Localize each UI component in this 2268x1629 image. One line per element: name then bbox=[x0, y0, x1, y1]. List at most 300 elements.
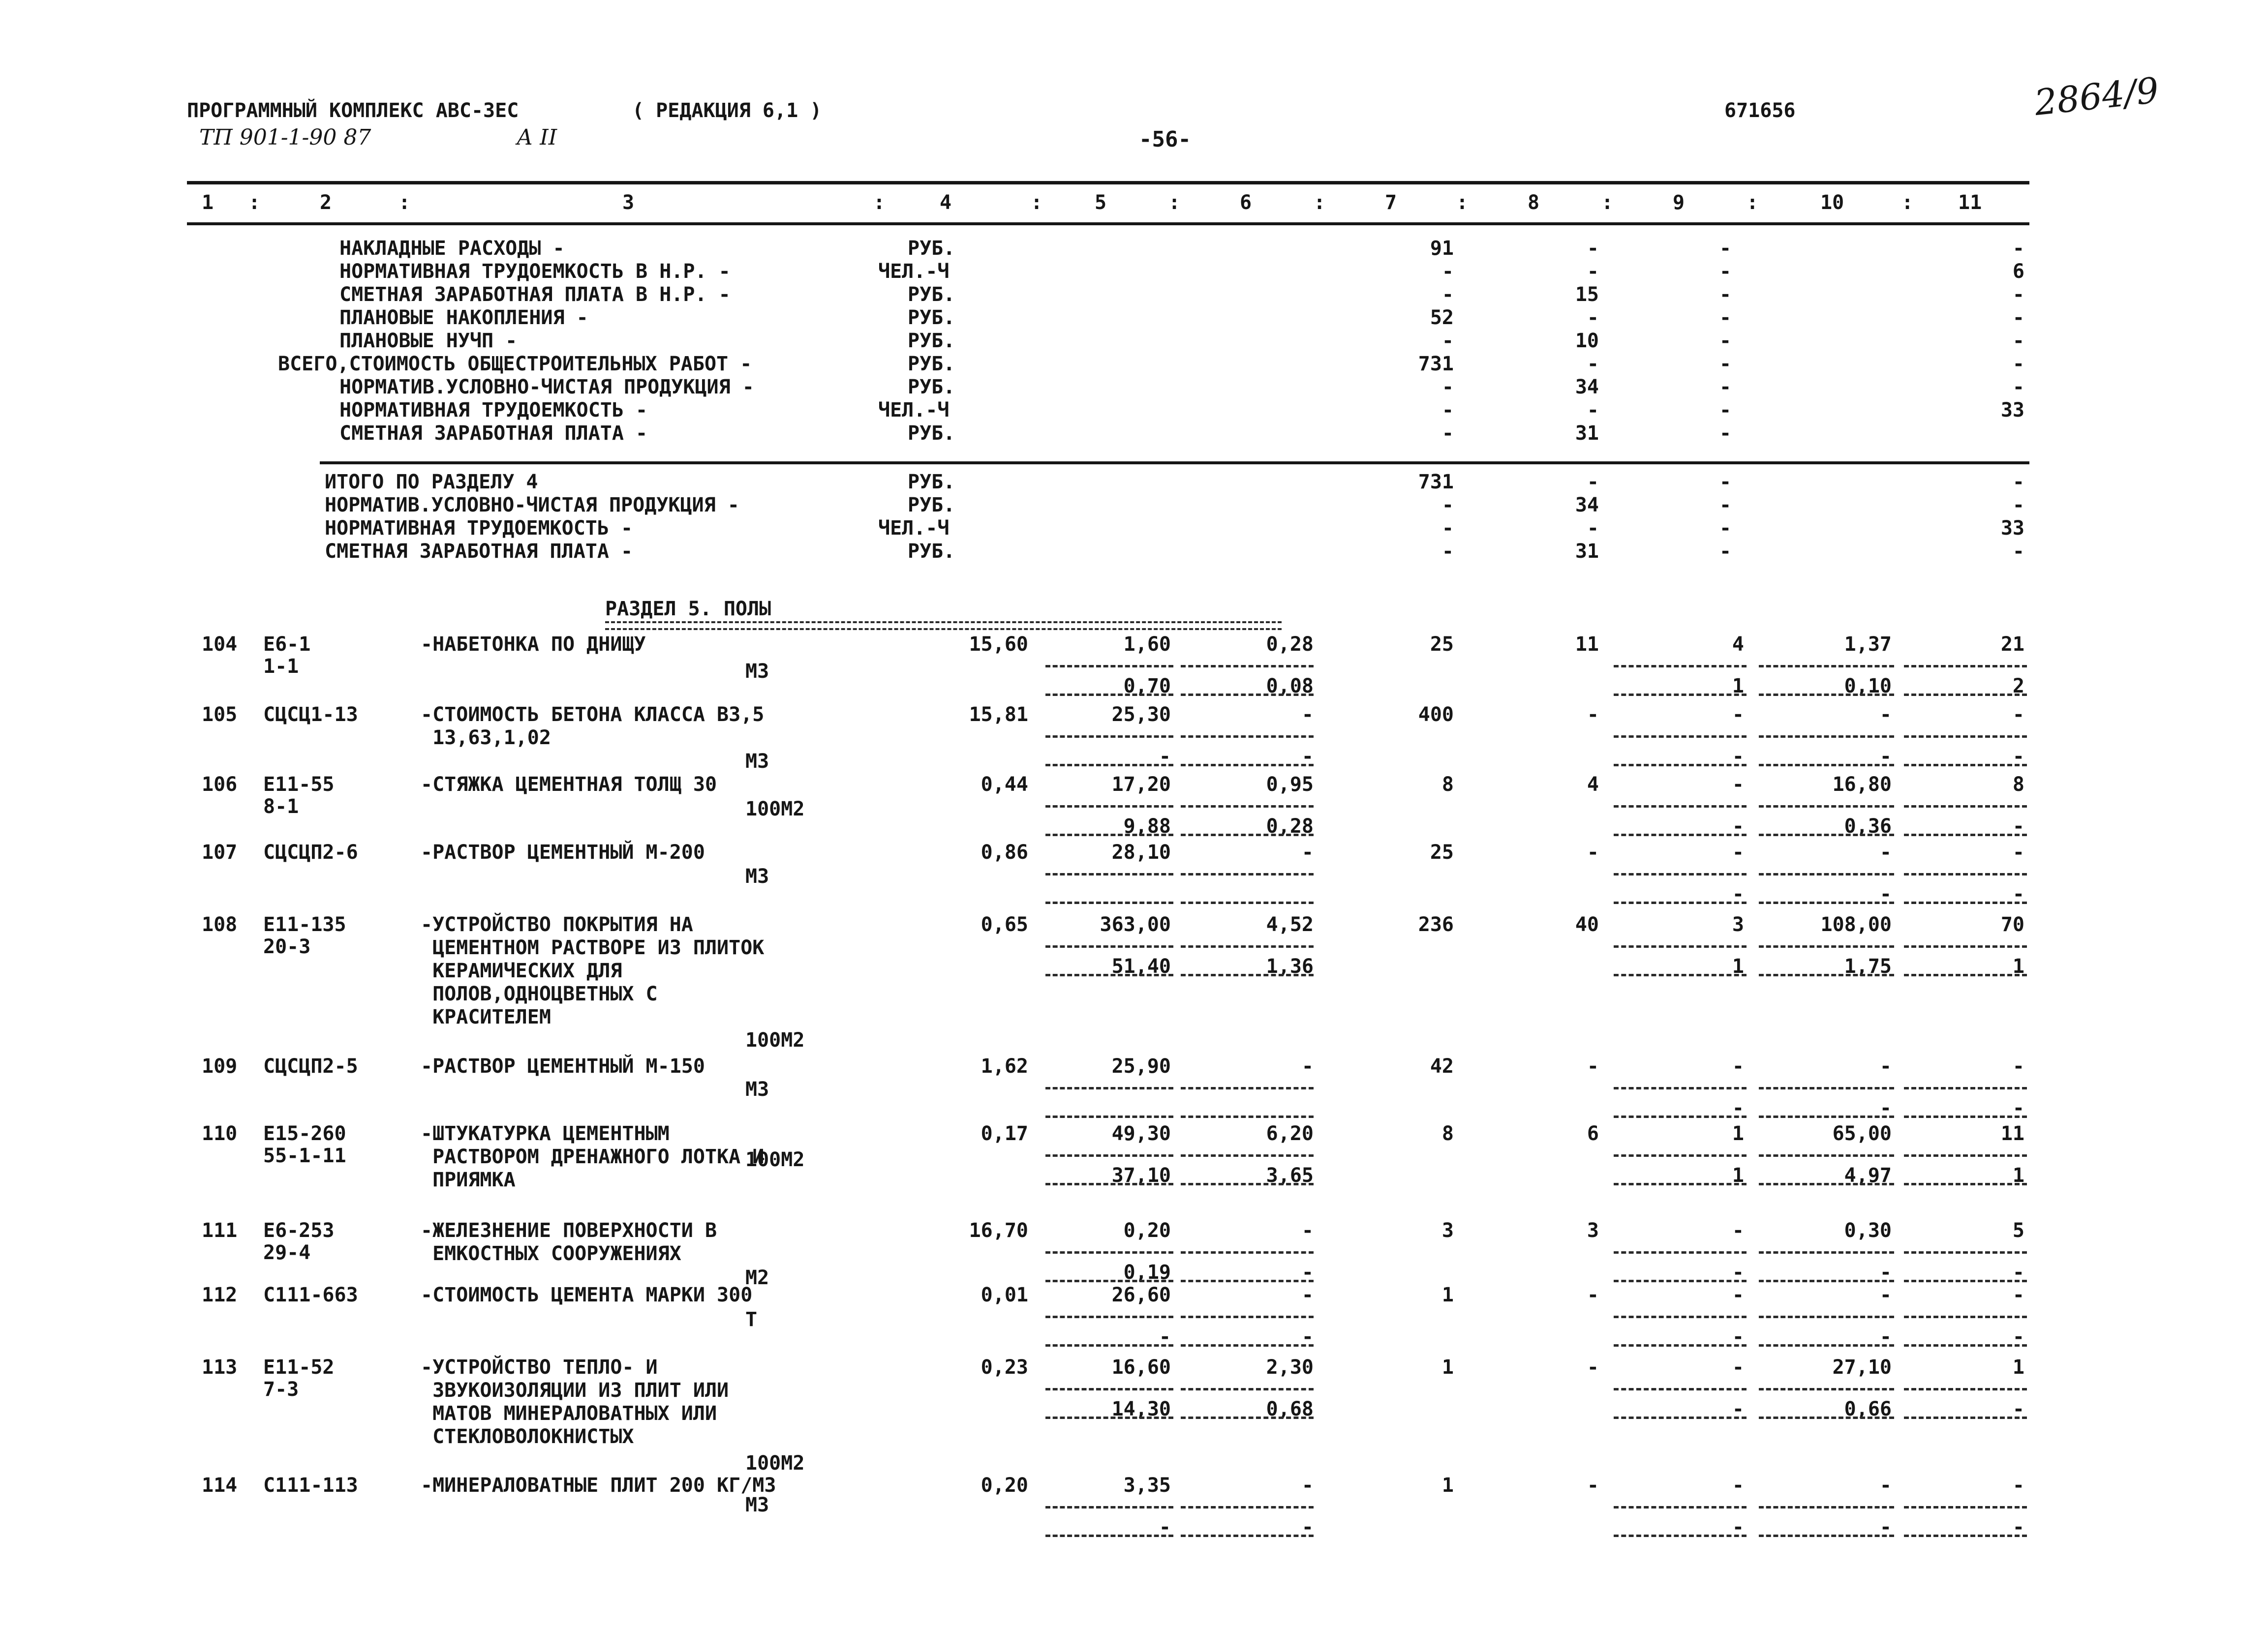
summary-col8: 31 bbox=[1575, 422, 1599, 445]
summary-unit: ЧЕЛ.-Ч bbox=[878, 260, 950, 283]
divider bbox=[1181, 805, 1314, 808]
divider bbox=[1045, 764, 1173, 766]
divider bbox=[1614, 974, 1747, 976]
item-col9-sub: - bbox=[1732, 1326, 1744, 1348]
item-description: РАСТВОРОМ ДРЕНАЖНОГО ЛОТКА И bbox=[421, 1146, 765, 1168]
divider bbox=[1614, 902, 1747, 904]
column-header-10: 10 bbox=[1820, 191, 1844, 214]
divider bbox=[1759, 902, 1894, 904]
item-col8: - bbox=[1587, 1284, 1599, 1306]
item-description: -УСТРОЙСТВО ТЕПЛО- И bbox=[421, 1356, 658, 1379]
item-col10-sub: 1,75 bbox=[1844, 955, 1892, 978]
item-description: КЕРАМИЧЕСКИХ ДЛЯ bbox=[421, 960, 622, 982]
item-unit: М3 bbox=[745, 1494, 769, 1516]
divider bbox=[1904, 834, 2027, 836]
summary-label: СМЕТНАЯ ЗАРАБОТНАЯ ПЛАТА - bbox=[339, 422, 648, 445]
summary-col9: - bbox=[1719, 376, 1732, 398]
total-col7: 731 bbox=[1418, 471, 1454, 493]
item-description: ПРИЯМКА bbox=[421, 1169, 516, 1191]
divider bbox=[1904, 1344, 2027, 1347]
divider bbox=[1759, 873, 1894, 875]
divider bbox=[1181, 902, 1314, 904]
item-quantity: 1,62 bbox=[981, 1055, 1028, 1078]
column-separator: : bbox=[398, 191, 411, 214]
item-col5: 49,30 bbox=[1111, 1122, 1171, 1145]
item-code: Е6-253 bbox=[263, 1219, 335, 1242]
item-unit: Т bbox=[745, 1308, 758, 1331]
divider bbox=[1904, 1388, 2027, 1390]
item-number: 106 bbox=[202, 773, 238, 796]
divider bbox=[1759, 1251, 1894, 1254]
item-col8: - bbox=[1587, 1474, 1599, 1497]
item-col6-sub: 1,36 bbox=[1266, 955, 1314, 978]
item-description: -СТОИМОСТЬ ЦЕМЕНТА МАРКИ 300 bbox=[421, 1284, 753, 1306]
item-description: -ЖЕЛЕЗНЕНИЕ ПОВЕРХНОСТИ В bbox=[421, 1219, 717, 1242]
divider bbox=[1759, 1116, 1894, 1118]
item-col5: 26,60 bbox=[1111, 1284, 1171, 1306]
divider bbox=[1181, 834, 1314, 836]
item-col11-sub: 1 bbox=[2012, 955, 2024, 978]
handwritten-reference: 2864/9 bbox=[2032, 69, 2161, 124]
column-separator: : bbox=[1314, 191, 1326, 214]
divider bbox=[1181, 1316, 1314, 1318]
divider bbox=[1904, 1154, 2027, 1157]
item-col10: - bbox=[1879, 703, 1892, 726]
item-number: 105 bbox=[202, 703, 238, 726]
summary-col9: - bbox=[1719, 330, 1732, 352]
total-label: ИТОГО ПО РАЗДЕЛУ 4 bbox=[325, 471, 538, 493]
summary-label: СМЕТНАЯ ЗАРАБОТНАЯ ПЛАТА В Н.Р. - bbox=[339, 283, 731, 306]
item-col7: 1 bbox=[1441, 1356, 1454, 1379]
summary-col7: - bbox=[1441, 283, 1454, 306]
divider bbox=[1181, 1388, 1314, 1390]
program-title: ПРОГРАММНЫЙ КОМПЛЕКС АВС-ЗЕС bbox=[187, 99, 519, 122]
section-title-underline bbox=[605, 621, 1282, 630]
summary-col11: - bbox=[2012, 306, 2024, 329]
summary-col9: - bbox=[1719, 422, 1732, 445]
column-separator: : bbox=[873, 191, 886, 214]
divider bbox=[1045, 1116, 1173, 1118]
album-reference: А II bbox=[517, 125, 557, 150]
total-col7: - bbox=[1441, 517, 1454, 540]
item-col9: 4 bbox=[1732, 633, 1744, 656]
item-col6-sub: 0,28 bbox=[1266, 815, 1314, 838]
summary-unit: ЧЕЛ.-Ч bbox=[878, 399, 950, 422]
item-quantity: 15,60 bbox=[969, 633, 1028, 656]
divider bbox=[1759, 665, 1894, 667]
divider bbox=[1614, 1506, 1747, 1508]
item-col10: - bbox=[1879, 1284, 1892, 1306]
column-separator: : bbox=[1601, 191, 1614, 214]
item-col9: - bbox=[1732, 1356, 1744, 1379]
item-code-sub: 29-4 bbox=[263, 1241, 311, 1264]
item-col11-sub: - bbox=[2012, 883, 2024, 905]
divider bbox=[1614, 1280, 1747, 1282]
item-col6: - bbox=[1301, 1055, 1314, 1078]
divider bbox=[1181, 1183, 1314, 1185]
item-col10-sub: - bbox=[1879, 1516, 1892, 1538]
summary-label: НАКЛАДНЫЕ РАСХОДЫ - bbox=[339, 237, 565, 260]
item-col10: 0,30 bbox=[1844, 1219, 1892, 1242]
divider bbox=[1614, 764, 1747, 766]
divider bbox=[1904, 665, 2027, 667]
divider bbox=[1904, 974, 2027, 976]
summary-col11: - bbox=[2012, 353, 2024, 375]
item-col9-sub: - bbox=[1732, 1398, 1744, 1420]
item-col5: 17,20 bbox=[1111, 773, 1171, 796]
item-col10-sub: 0,66 bbox=[1844, 1398, 1892, 1420]
item-col8: 6 bbox=[1587, 1122, 1599, 1145]
item-code-sub: 55-1-11 bbox=[263, 1145, 346, 1167]
item-quantity: 15,81 bbox=[969, 703, 1028, 726]
divider bbox=[1904, 735, 2027, 738]
summary-col7: - bbox=[1441, 330, 1454, 352]
divider bbox=[1045, 1154, 1173, 1157]
item-code: С111-663 bbox=[263, 1284, 358, 1306]
item-col5: 16,60 bbox=[1111, 1356, 1171, 1379]
item-col7: 8 bbox=[1441, 1122, 1454, 1145]
item-description: СТЕКЛОВОЛОКНИСТЫХ bbox=[421, 1425, 634, 1448]
item-col10-sub: 0,10 bbox=[1844, 675, 1892, 697]
item-col11-sub: 1 bbox=[2012, 1164, 2024, 1187]
divider bbox=[1045, 1251, 1173, 1254]
item-col8: 40 bbox=[1575, 913, 1599, 936]
item-col8: - bbox=[1587, 1055, 1599, 1078]
item-col9: - bbox=[1732, 1284, 1744, 1306]
total-col9: - bbox=[1719, 494, 1732, 516]
divider bbox=[1181, 694, 1314, 696]
divider bbox=[1904, 1535, 2027, 1537]
summary-col7: - bbox=[1441, 399, 1454, 422]
item-unit: М3 bbox=[745, 1078, 769, 1101]
divider bbox=[1045, 873, 1173, 875]
divider bbox=[1614, 834, 1747, 836]
item-col6-sub: - bbox=[1301, 745, 1314, 768]
item-code-sub: 1-1 bbox=[263, 655, 299, 678]
item-description: ПОЛОВ,ОДНОЦВЕТНЫХ С bbox=[421, 983, 658, 1005]
item-col10: 1,37 bbox=[1844, 633, 1892, 656]
divider bbox=[1181, 974, 1314, 976]
summary-unit: РУБ. bbox=[908, 306, 955, 329]
column-separator: : bbox=[1456, 191, 1469, 214]
item-col11: - bbox=[2012, 1055, 2024, 1078]
item-col9-sub: 1 bbox=[1732, 675, 1744, 697]
item-col10: - bbox=[1879, 1474, 1892, 1497]
divider bbox=[1045, 1506, 1173, 1508]
summary-col8: 15 bbox=[1575, 283, 1599, 306]
item-code: Е6-1 bbox=[263, 633, 311, 656]
divider bbox=[1904, 1316, 2027, 1318]
divider bbox=[1181, 735, 1314, 738]
item-code-sub: 20-3 bbox=[263, 935, 311, 958]
total-col7: - bbox=[1441, 494, 1454, 516]
item-col5-sub: - bbox=[1159, 745, 1171, 768]
item-number: 110 bbox=[202, 1122, 238, 1145]
summary-col8: - bbox=[1587, 353, 1599, 375]
summary-label: НОРМАТИВНАЯ ТРУДОЕМКОСТЬ В Н.Р. - bbox=[339, 260, 731, 283]
divider bbox=[1614, 1535, 1747, 1537]
total-col7: - bbox=[1441, 540, 1454, 563]
summary-unit: РУБ. bbox=[908, 353, 955, 375]
table-top-rule bbox=[187, 181, 2029, 184]
item-col5: 3,35 bbox=[1123, 1474, 1171, 1497]
total-col11: 33 bbox=[2000, 517, 2024, 540]
item-col9: - bbox=[1732, 773, 1744, 796]
item-description: -РАСТВОР ЦЕМЕНТНЫЙ М-200 bbox=[421, 841, 705, 864]
item-quantity: 0,20 bbox=[981, 1474, 1028, 1497]
column-separator: : bbox=[1901, 191, 1914, 214]
item-col6: - bbox=[1301, 1474, 1314, 1497]
divider bbox=[1181, 1154, 1314, 1157]
divider bbox=[1181, 665, 1314, 667]
item-description: -СТЯЖКА ЦЕМЕНТНАЯ ТОЛЩ 30 bbox=[421, 773, 717, 796]
divider bbox=[1904, 873, 2027, 875]
column-header-7: 7 bbox=[1385, 191, 1397, 214]
item-col10-sub: 0,36 bbox=[1844, 815, 1892, 838]
column-header-9: 9 bbox=[1673, 191, 1685, 214]
summary-label: ПЛАНОВЫЕ НАКОПЛЕНИЯ - bbox=[339, 306, 588, 329]
divider bbox=[1759, 1506, 1894, 1508]
summary-col9: - bbox=[1719, 260, 1732, 283]
divider bbox=[1904, 1506, 2027, 1508]
item-col6: 0,28 bbox=[1266, 633, 1314, 656]
item-col9: - bbox=[1732, 1055, 1744, 1078]
summary-col8: - bbox=[1587, 237, 1599, 260]
item-col6: - bbox=[1301, 841, 1314, 864]
item-number: 113 bbox=[202, 1356, 238, 1379]
item-code: С111-113 bbox=[263, 1474, 358, 1497]
item-col6-sub: - bbox=[1301, 1516, 1314, 1538]
total-label: СМЕТНАЯ ЗАРАБОТНАЯ ПЛАТА - bbox=[325, 540, 633, 563]
item-col6: 6,20 bbox=[1266, 1122, 1314, 1145]
total-unit: РУБ. bbox=[908, 540, 955, 563]
divider bbox=[1181, 1417, 1314, 1419]
item-col5: 25,90 bbox=[1111, 1055, 1171, 1078]
item-col11: 8 bbox=[2012, 773, 2024, 796]
item-col10: - bbox=[1879, 841, 1892, 864]
divider bbox=[1759, 1280, 1894, 1282]
item-col9-sub: 1 bbox=[1732, 1164, 1744, 1187]
item-col8: - bbox=[1587, 703, 1599, 726]
item-col11: 5 bbox=[2012, 1219, 2024, 1242]
divider bbox=[1045, 805, 1173, 808]
item-col11-sub: - bbox=[2012, 1516, 2024, 1538]
total-col8: - bbox=[1587, 471, 1599, 493]
divider bbox=[1614, 873, 1747, 875]
item-col7: 25 bbox=[1430, 841, 1454, 864]
item-col7: 8 bbox=[1441, 773, 1454, 796]
column-separator: : bbox=[1747, 191, 1759, 214]
divider bbox=[1904, 1183, 2027, 1185]
summary-col9: - bbox=[1719, 283, 1732, 306]
divider bbox=[1045, 1087, 1173, 1089]
divider bbox=[1904, 805, 2027, 808]
item-col9-sub: - bbox=[1732, 745, 1744, 768]
item-col11-sub: - bbox=[2012, 1097, 2024, 1119]
divider bbox=[1759, 764, 1894, 766]
summary-label: ВСЕГО,СТОИМОСТЬ ОБЩЕСТРОИТЕЛЬНЫХ РАБОТ - bbox=[278, 353, 752, 375]
item-col6: - bbox=[1301, 703, 1314, 726]
item-col11: - bbox=[2012, 841, 2024, 864]
item-description: -УСТРОЙСТВО ПОКРЫТИЯ НА bbox=[421, 913, 693, 936]
item-code: Е11-135 bbox=[263, 913, 346, 936]
divider bbox=[1045, 945, 1173, 948]
item-number: 111 bbox=[202, 1219, 238, 1242]
item-code-sub: 7-3 bbox=[263, 1378, 299, 1401]
item-col5-sub: 0,70 bbox=[1123, 675, 1171, 697]
summary-label: ПЛАНОВЫЕ НУЧП - bbox=[339, 330, 518, 352]
summary-unit: РУБ. bbox=[908, 376, 955, 398]
item-col9-sub: - bbox=[1732, 1097, 1744, 1119]
item-col11: 1 bbox=[2012, 1356, 2024, 1379]
item-col11-sub: 2 bbox=[2012, 675, 2024, 697]
divider bbox=[1614, 665, 1747, 667]
total-col8: 31 bbox=[1575, 540, 1599, 563]
item-col10: 108,00 bbox=[1820, 913, 1892, 936]
item-unit: М3 bbox=[745, 750, 769, 773]
item-description: 13,63,1,02 bbox=[421, 726, 551, 749]
divider bbox=[1614, 694, 1747, 696]
divider bbox=[1759, 694, 1894, 696]
item-col9: - bbox=[1732, 841, 1744, 864]
summary-col11: 6 bbox=[2012, 260, 2024, 283]
total-col11: - bbox=[2012, 471, 2024, 493]
item-number: 108 bbox=[202, 913, 238, 936]
item-col9-sub: - bbox=[1732, 815, 1744, 838]
item-quantity: 0,23 bbox=[981, 1356, 1028, 1379]
summary-col7: - bbox=[1441, 422, 1454, 445]
item-col10: 16,80 bbox=[1832, 773, 1892, 796]
item-description: -ШТУКАТУРКА ЦЕМЕНТНЫМ bbox=[421, 1122, 670, 1145]
item-col5-sub: - bbox=[1159, 1516, 1171, 1538]
item-col8: 11 bbox=[1575, 633, 1599, 656]
divider bbox=[1045, 834, 1173, 836]
summary-col8: 34 bbox=[1575, 376, 1599, 398]
item-col11: - bbox=[2012, 1474, 2024, 1497]
summary-col7: 91 bbox=[1430, 237, 1454, 260]
divider bbox=[1614, 1183, 1747, 1185]
item-col5-sub: 9,88 bbox=[1123, 815, 1171, 838]
summary-col7: - bbox=[1441, 260, 1454, 283]
item-description: -НАБЕТОНКА ПО ДНИЩУ bbox=[421, 633, 646, 656]
item-col11-sub: - bbox=[2012, 745, 2024, 768]
item-code: Е11-52 bbox=[263, 1356, 335, 1379]
summary-label: НОРМАТИВ.УСЛОВНО-ЧИСТАЯ ПРОДУКЦИЯ - bbox=[339, 376, 754, 398]
summary-col8: - bbox=[1587, 306, 1599, 329]
divider bbox=[1904, 945, 2027, 948]
column-header-4: 4 bbox=[940, 191, 952, 214]
divider bbox=[1181, 945, 1314, 948]
item-col6-sub: 0,68 bbox=[1266, 1398, 1314, 1420]
divider bbox=[1759, 1183, 1894, 1185]
item-col8: - bbox=[1587, 841, 1599, 864]
summary-col7: 731 bbox=[1418, 353, 1454, 375]
item-col11: 70 bbox=[2000, 913, 2024, 936]
item-col10-sub: 4,97 bbox=[1844, 1164, 1892, 1187]
item-col8: - bbox=[1587, 1356, 1599, 1379]
item-quantity: 0,17 bbox=[981, 1122, 1028, 1145]
divider bbox=[1045, 1183, 1173, 1185]
divider bbox=[1614, 805, 1747, 808]
summary-col11: - bbox=[2012, 330, 2024, 352]
item-col11: - bbox=[2012, 1284, 2024, 1306]
item-number: 104 bbox=[202, 633, 238, 656]
item-unit: 100М2 bbox=[745, 1452, 805, 1475]
item-description: -МИНЕРАЛОВАТНЫЕ ПЛИТ 200 КГ/М3 bbox=[421, 1474, 776, 1497]
item-col5-sub: - bbox=[1159, 1326, 1171, 1348]
total-col11: - bbox=[2012, 540, 2024, 563]
divider bbox=[1904, 764, 2027, 766]
edition-label: ( РЕДАКЦИЯ 6,1 ) bbox=[632, 99, 822, 122]
divider bbox=[1045, 1316, 1173, 1318]
total-unit: РУБ. bbox=[908, 471, 955, 493]
item-col11-sub: - bbox=[2012, 1398, 2024, 1420]
item-description: ЦЕМЕНТНОМ РАСТВОРЕ ИЗ ПЛИТОК bbox=[421, 936, 765, 959]
divider bbox=[1614, 1251, 1747, 1254]
total-unit: ЧЕЛ.-Ч bbox=[878, 517, 950, 540]
item-col5-sub: 37,10 bbox=[1111, 1164, 1171, 1187]
item-col10-sub: - bbox=[1879, 745, 1892, 768]
summary-unit: РУБ. bbox=[908, 283, 955, 306]
divider bbox=[1045, 974, 1173, 976]
summary-col11: - bbox=[2012, 376, 2024, 398]
item-col10: 65,00 bbox=[1832, 1122, 1892, 1145]
divider bbox=[1904, 1116, 2027, 1118]
divider bbox=[1181, 1506, 1314, 1508]
item-col6: 0,95 bbox=[1266, 773, 1314, 796]
divider bbox=[1759, 945, 1894, 948]
total-col9: - bbox=[1719, 471, 1732, 493]
total-col8: - bbox=[1587, 517, 1599, 540]
summary-unit: РУБ. bbox=[908, 330, 955, 352]
divider bbox=[1045, 1535, 1173, 1537]
item-quantity: 0,44 bbox=[981, 773, 1028, 796]
divider bbox=[1904, 694, 2027, 696]
item-number: 109 bbox=[202, 1055, 238, 1078]
divider bbox=[1759, 1344, 1894, 1347]
total-col9: - bbox=[1719, 540, 1732, 563]
item-col9-sub: - bbox=[1732, 883, 1744, 905]
divider bbox=[1045, 902, 1173, 904]
divider bbox=[1759, 805, 1894, 808]
item-col5: 1,60 bbox=[1123, 633, 1171, 656]
item-col5-sub: 14,30 bbox=[1111, 1398, 1171, 1420]
item-col9-sub: - bbox=[1732, 1261, 1744, 1284]
divider bbox=[1614, 945, 1747, 948]
item-col6: - bbox=[1301, 1284, 1314, 1306]
item-quantity: 0,86 bbox=[981, 841, 1028, 864]
item-col7: 3 bbox=[1441, 1219, 1454, 1242]
column-header-5: 5 bbox=[1095, 191, 1107, 214]
item-col9: - bbox=[1732, 703, 1744, 726]
item-number: 114 bbox=[202, 1474, 238, 1497]
item-col6: 4,52 bbox=[1266, 913, 1314, 936]
item-col10-sub: - bbox=[1879, 883, 1892, 905]
summary-label: НОРМАТИВНАЯ ТРУДОЕМКОСТЬ - bbox=[339, 399, 648, 422]
divider bbox=[1759, 1154, 1894, 1157]
item-col10: - bbox=[1879, 1055, 1892, 1078]
item-col9: - bbox=[1732, 1219, 1744, 1242]
item-col6-sub: - bbox=[1301, 1261, 1314, 1284]
divider bbox=[1614, 1344, 1747, 1347]
summary-col9: - bbox=[1719, 237, 1732, 260]
item-col9: 1 bbox=[1732, 1122, 1744, 1145]
divider bbox=[1045, 1388, 1173, 1390]
item-col10-sub: - bbox=[1879, 1097, 1892, 1119]
divider bbox=[1181, 1280, 1314, 1282]
header-bottom-rule bbox=[187, 222, 2029, 225]
summary-col7: 52 bbox=[1430, 306, 1454, 329]
